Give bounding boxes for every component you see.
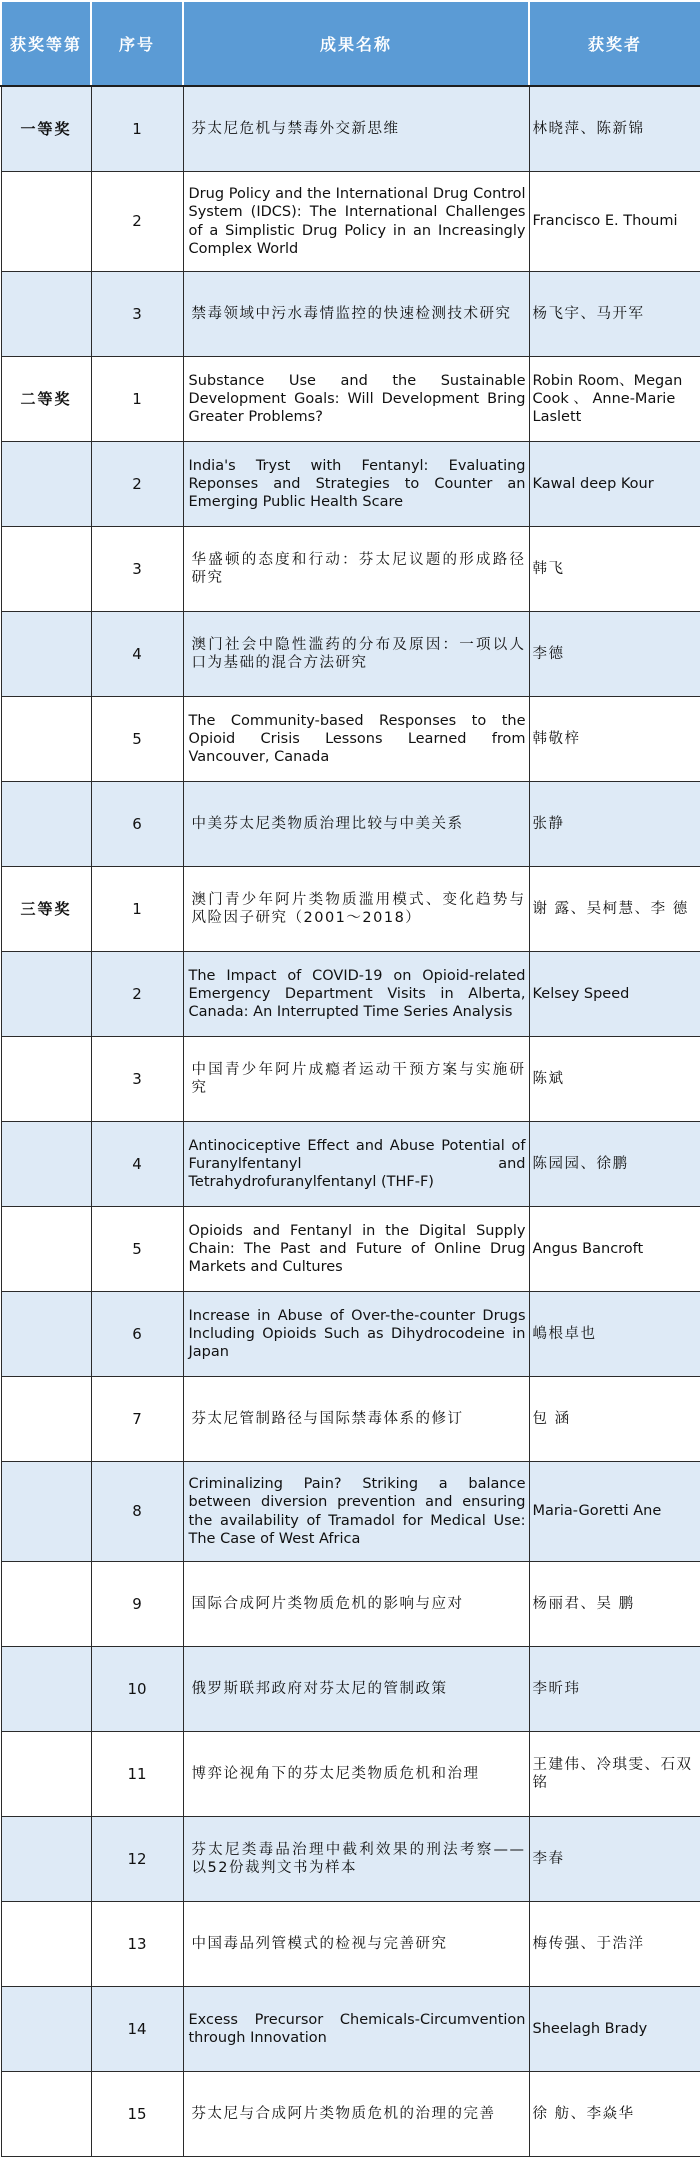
- award-grade: [1, 442, 91, 527]
- work-title: 芬太尼管制路径与国际禁毒体系的修订: [183, 1377, 529, 1462]
- table-row: [1, 1292, 700, 1377]
- work-title: 禁毒领域中污水毒情监控的快速检测技术研究: [183, 272, 529, 357]
- award-grade: [1, 1207, 91, 1292]
- winner-names: Maria-Goretti Ane: [529, 1462, 700, 1562]
- table-row: [1, 527, 700, 612]
- table-row: [1, 1462, 700, 1562]
- award-grade: [1, 1377, 91, 1462]
- award-grade: [1, 1037, 91, 1122]
- row-number: 1: [91, 86, 183, 172]
- work-title: Excess Precursor Chemicals-Circumvention through Innovation: [183, 1987, 529, 2072]
- row-number: 2: [91, 952, 183, 1037]
- winner-names: 李德: [529, 612, 700, 697]
- work-title: 澳门社会中隐性滥药的分布及原因：一项以人口为基础的混合方法研究: [183, 612, 529, 697]
- row-number: 1: [91, 357, 183, 442]
- winner-names: Kawal deep Kour: [529, 442, 700, 527]
- award-grade: [1, 272, 91, 357]
- work-title: Substance Use and the Sustainable Development Goals: Will Development Bring Greater Problems?: [183, 357, 529, 442]
- winner-names: Robin Room、Megan Cook 、 Anne-Marie Laslett: [529, 357, 700, 442]
- winner-names: Sheelagh Brady: [529, 1987, 700, 2072]
- work-title: 中美芬太尼类物质治理比较与中美关系: [183, 782, 529, 867]
- table-row: [1, 442, 700, 527]
- work-title: 中国毒品列管模式的检视与完善研究: [183, 1902, 529, 1987]
- work-title: 华盛顿的态度和行动：芬太尼议题的形成路径研究: [183, 527, 529, 612]
- work-title: Drug Policy and the International Drug Control System (IDCS): The International Challenges of a Simplistic Drug Policy in an Increasingly Complex World: [183, 172, 529, 272]
- winner-names: 杨飞宇、马开军: [529, 272, 700, 357]
- winner-names: 徐 舫、李焱华: [529, 2072, 700, 2157]
- award-grade: [1, 952, 91, 1037]
- award-grade: [1, 1647, 91, 1732]
- award-grade: [1, 1562, 91, 1647]
- winner-names: 谢 露、吴柯慧、李 德: [529, 867, 700, 952]
- work-title: 俄罗斯联邦政府对芬太尼的管制政策: [183, 1647, 529, 1732]
- award-grade: [1, 527, 91, 612]
- winner-names: Kelsey Speed: [529, 952, 700, 1037]
- award-grade: [1, 1292, 91, 1377]
- award-grade: 二等奖: [1, 357, 91, 442]
- table-row: [1, 272, 700, 357]
- work-title: 中国青少年阿片成瘾者运动干预方案与实施研究: [183, 1037, 529, 1122]
- work-title: India's Tryst with Fentanyl: Evaluating Reponses and Strategies to Counter an Emerging Public Health Scare: [183, 442, 529, 527]
- winner-names: 张静: [529, 782, 700, 867]
- award-grade: [1, 697, 91, 782]
- winner-names: 韩敬梓: [529, 697, 700, 782]
- table-row: [1, 172, 700, 272]
- work-title: 芬太尼与合成阿片类物质危机的治理的完善: [183, 2072, 529, 2157]
- work-title: Criminalizing Pain? Striking a balance between diversion prevention and ensuring the availability of Tramadol for Medical Use: The Case of West Africa: [183, 1462, 529, 1562]
- row-number: 4: [91, 1122, 183, 1207]
- row-number: 14: [91, 1987, 183, 2072]
- table-row: [1, 1817, 700, 1902]
- winner-names: 杨丽君、吴 鹏: [529, 1562, 700, 1647]
- award-grade: 一等奖: [1, 86, 91, 172]
- row-number: 6: [91, 1292, 183, 1377]
- table-row: [1, 1122, 700, 1207]
- table-row: [1, 1902, 700, 1987]
- table-row: [1, 612, 700, 697]
- award-grade: 三等奖: [1, 867, 91, 952]
- row-number: 8: [91, 1462, 183, 1562]
- row-number: 9: [91, 1562, 183, 1647]
- table-row: [1, 952, 700, 1037]
- work-title: 芬太尼类毒品治理中截利效果的刑法考察——以52份裁判文书为样本: [183, 1817, 529, 1902]
- winner-names: 王建伟、冷琪雯、石双铭: [529, 1732, 700, 1817]
- work-title: 国际合成阿片类物质危机的影响与应对: [183, 1562, 529, 1647]
- winner-names: 李昕玮: [529, 1647, 700, 1732]
- winner-names: 陈园园、徐鹏: [529, 1122, 700, 1207]
- work-title: Antinociceptive Effect and Abuse Potential of Furanylfentanyl and Tetrahydrofuranylfentanyl (THF-F): [183, 1122, 529, 1207]
- winner-names: 李春: [529, 1817, 700, 1902]
- award-grade: [1, 612, 91, 697]
- row-number: 12: [91, 1817, 183, 1902]
- table-row: [1, 782, 700, 867]
- table-row: [1, 1647, 700, 1732]
- work-title: Opioids and Fentanyl in the Digital Supply Chain: The Past and Future of Online Drug Markets and Cultures: [183, 1207, 529, 1292]
- award-grade: [1, 172, 91, 272]
- winner-names: Francisco E. Thoumi: [529, 172, 700, 272]
- award-grade: [1, 1732, 91, 1817]
- award-grade: [1, 1902, 91, 1987]
- row-number: 4: [91, 612, 183, 697]
- work-title: The Community-based Responses to the Opioid Crisis Lessons Learned from Vancouver, Canada: [183, 697, 529, 782]
- row-number: 3: [91, 272, 183, 357]
- table-row: [1, 1562, 700, 1647]
- table-row: [1, 697, 700, 782]
- award-grade: [1, 1817, 91, 1902]
- work-title: 澳门青少年阿片类物质滥用模式、变化趋势与风险因子研究（2001～2018）: [183, 867, 529, 952]
- header-title: 成果名称: [183, 1, 529, 86]
- row-number: 6: [91, 782, 183, 867]
- winner-names: Angus Bancroft: [529, 1207, 700, 1292]
- award-grade: [1, 2072, 91, 2157]
- row-number: 2: [91, 172, 183, 272]
- row-number: 3: [91, 1037, 183, 1122]
- table-row: [1, 1987, 700, 2072]
- row-number: 1: [91, 867, 183, 952]
- table-row: [1, 2072, 700, 2157]
- winner-names: 嶋根卓也: [529, 1292, 700, 1377]
- work-title: The Impact of COVID-19 on Opioid-related Emergency Department Visits in Alberta, Canada: An Interrupted Time Series Analysis: [183, 952, 529, 1037]
- header-winner: 获奖者: [529, 1, 700, 86]
- row-number: 13: [91, 1902, 183, 1987]
- winner-names: 包 涵: [529, 1377, 700, 1462]
- winner-names: 梅传强、于浩洋: [529, 1902, 700, 1987]
- winner-names: 陈斌: [529, 1037, 700, 1122]
- table-row: [1, 1207, 700, 1292]
- award-grade: [1, 1462, 91, 1562]
- row-number: 3: [91, 527, 183, 612]
- header-grade: 获奖等第: [1, 1, 91, 86]
- work-title: 博弈论视角下的芬太尼类物质危机和治理: [183, 1732, 529, 1817]
- table-row: [1, 1037, 700, 1122]
- row-number: 11: [91, 1732, 183, 1817]
- award-grade: [1, 1987, 91, 2072]
- award-grade: [1, 1122, 91, 1207]
- row-number: 5: [91, 697, 183, 782]
- table-row: [1, 1377, 700, 1462]
- row-number: 2: [91, 442, 183, 527]
- table-row: [1, 1732, 700, 1817]
- winner-names: 林晓萍、陈新锦: [529, 86, 700, 172]
- header-row: [1, 1, 700, 86]
- work-title: 芬太尼危机与禁毒外交新思维: [183, 86, 529, 172]
- row-number: 10: [91, 1647, 183, 1732]
- row-number: 15: [91, 2072, 183, 2157]
- row-number: 7: [91, 1377, 183, 1462]
- table-row: [1, 867, 700, 952]
- work-title: Increase in Abuse of Over-the-counter Drugs Including Opioids Such as Dihydrocodeine in Japan: [183, 1292, 529, 1377]
- row-number: 5: [91, 1207, 183, 1292]
- table-row: [1, 86, 700, 172]
- header-number: 序号: [91, 1, 183, 86]
- table-row: [1, 357, 700, 442]
- winner-names: 韩飞: [529, 527, 700, 612]
- award-grade: [1, 782, 91, 867]
